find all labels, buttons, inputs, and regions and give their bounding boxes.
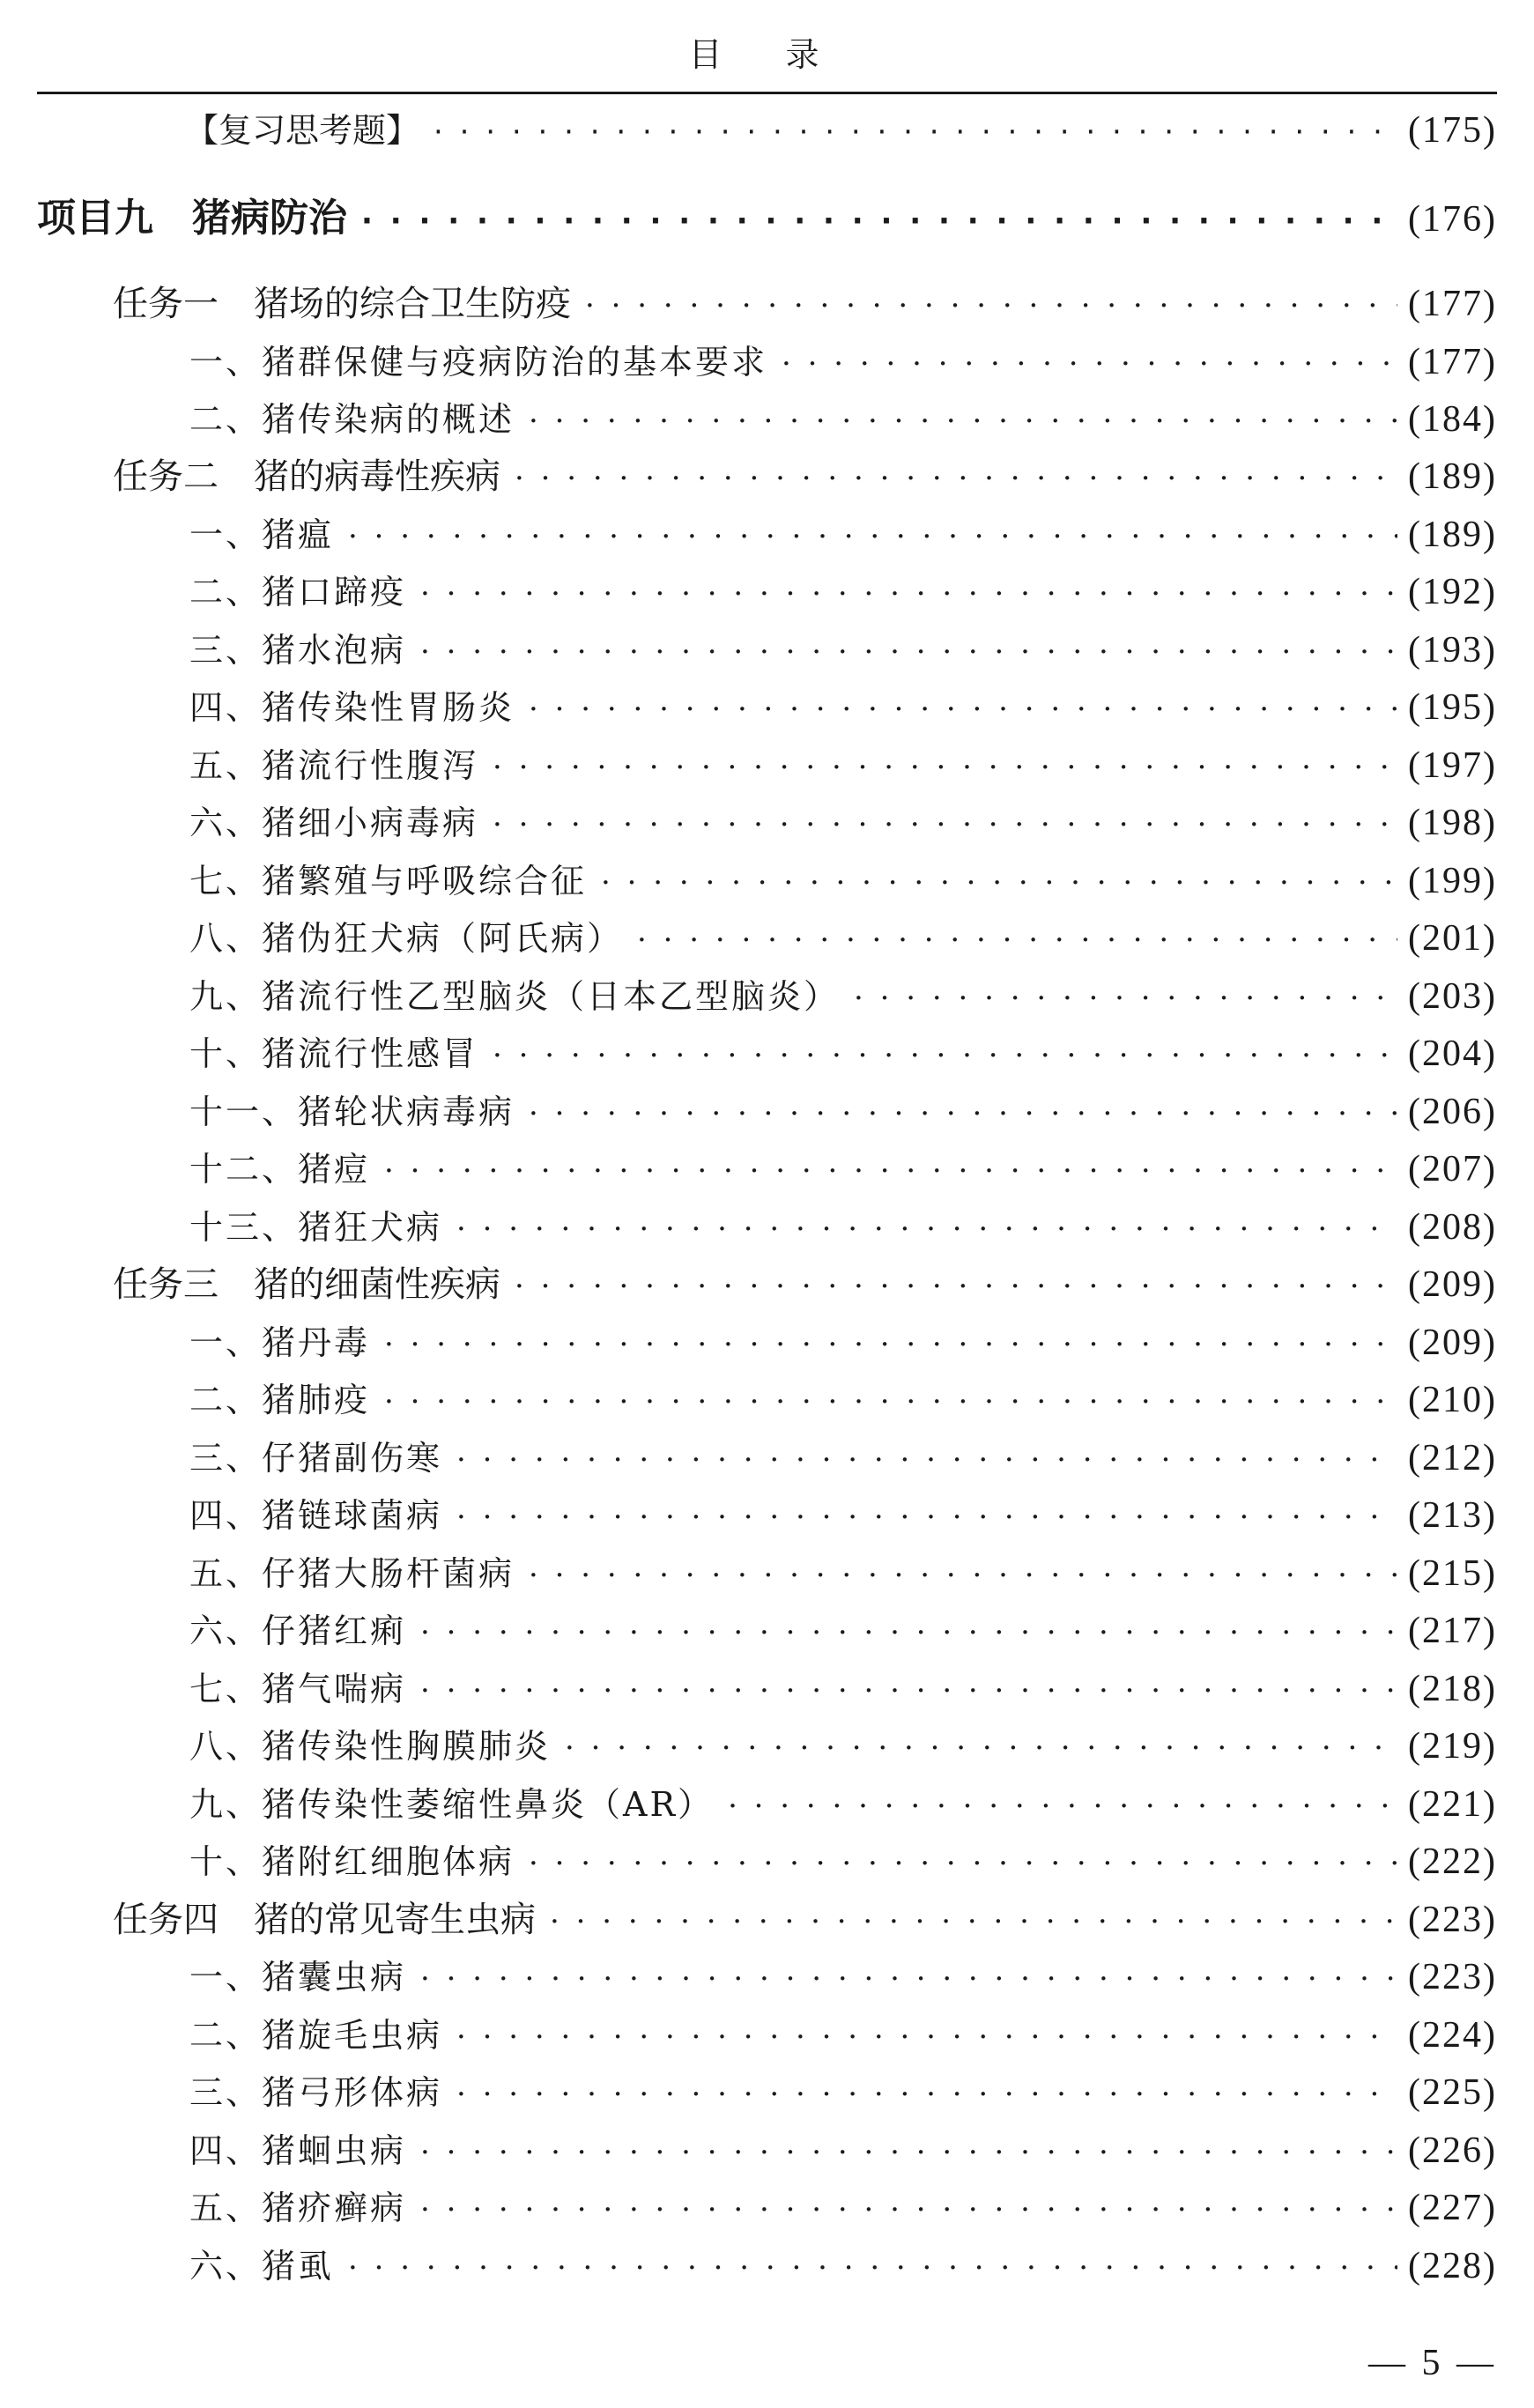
toc-entry-title: 项目九 猪病防治 [37,196,347,241]
toc-entry-page-number: (212) [1408,1438,1497,1478]
toc-entry-item[interactable] [189,2238,1497,2294]
toc-entry-page-number: (209) [1408,1264,1497,1305]
toc-entry-title: 任务三 猪的细菌性疾病 [113,1264,500,1305]
toc-entry-title: 七、猪气喘病 [189,1670,407,1708]
dot-leader [550,1893,1397,1950]
running-header: 目 录 [688,35,846,74]
toc-entry-item[interactable] [189,507,1497,563]
toc-entry-title: 一、猪群保健与疫病防治的基本要求 [189,343,768,382]
dot-leader [384,1374,1397,1430]
dot-leader [493,739,1397,796]
toc-entry-task[interactable] [113,1892,1497,1948]
dot-leader [493,1027,1397,1084]
dot-leader [515,1258,1397,1315]
dot-leader [637,912,1397,968]
toc-entry-page-number: (228) [1408,2246,1497,2286]
toc-entry-item[interactable] [189,1718,1497,1775]
toc-entry-title: 任务二 猪的病毒性疾病 [113,456,500,497]
toc-entry-page-number: (177) [1408,284,1497,324]
toc-entry-title: 十三、猪狂犬病 [189,1208,443,1247]
toc-entry-title: 九、猪流行性乙型脑炎（日本乙型脑炎） [189,977,841,1016]
toc-entry-title: 任务四 猪的常见寄生虫病 [113,1900,536,1940]
toc-entry-review[interactable] [185,102,1497,159]
dot-leader [529,681,1397,737]
toc-entry-item[interactable] [189,2180,1497,2236]
toc-entry-page-number: (223) [1408,1957,1497,1997]
dot-leader [854,970,1397,1026]
dot-leader [529,1085,1397,1142]
toc-entry-item[interactable] [189,391,1497,448]
toc-entry-title: 九、猪传染性萎缩性鼻炎（AR） [189,1785,715,1824]
toc-entry-page-number: (176) [1408,199,1497,240]
toc-entry-task[interactable] [113,276,1497,332]
toc-entry-item[interactable] [189,1315,1497,1371]
toc-entry-page-number: (203) [1408,976,1497,1017]
toc-entry-item[interactable] [189,2064,1497,2121]
dot-leader [493,796,1397,853]
toc-entry-page-number: (199) [1408,861,1497,901]
toc-entry-page-number: (192) [1408,572,1497,612]
toc-entry-item[interactable] [189,1661,1497,1717]
toc-entry-title: 十、猪附红细胞体病 [189,1842,515,1881]
dot-leader [456,2066,1397,2123]
toc-entry-page-number: (221) [1408,1784,1497,1825]
toc-entry-task[interactable] [113,448,1497,505]
toc-entry-title: 七、猪繁殖与呼吸综合征 [189,862,588,900]
toc-entry-title: 十一、猪轮状病毒病 [189,1093,515,1131]
toc-entry-item[interactable] [189,622,1497,678]
toc-entry-page-number: (209) [1408,1323,1497,1363]
toc-entry-title: 三、仔猪副伤寒 [189,1439,443,1478]
toc-entry-title: 五、猪疥癣病 [189,2189,407,2227]
toc-entry-title: 六、猪虱 [189,2247,335,2286]
toc-entry-page-number: (201) [1408,918,1497,959]
toc-entry-title: 六、仔猪红痢 [189,1612,407,1650]
toc-entry-page-number: (208) [1408,1207,1497,1248]
toc-entry-page-number: (184) [1408,399,1497,440]
dot-leader [420,1951,1397,2007]
toc-entry-title: 一、猪瘟 [189,515,335,554]
toc-entry-title: 一、猪囊虫病 [189,1958,407,1997]
toc-entry-item[interactable] [189,1084,1497,1140]
dot-leader [420,2182,1397,2238]
toc-entry-page-number: (217) [1408,1611,1497,1651]
dot-leader [420,624,1397,680]
toc-entry-item[interactable] [189,1199,1497,1256]
dot-leader [728,1778,1397,1834]
toc-entry-item[interactable] [189,1141,1497,1197]
dot-leader [420,2124,1397,2181]
toc-entry-page-number: (189) [1408,456,1497,497]
dot-leader [384,1316,1397,1373]
toc-entry-page-number: (206) [1408,1092,1497,1132]
toc-entry-title: 二、猪肺疫 [189,1381,371,1419]
toc-entry-title: 四、猪蛔虫病 [189,2131,407,2170]
toc-entry-page-number: (177) [1408,342,1497,382]
toc-entry-item[interactable] [189,968,1497,1025]
toc-entry-page-number: (218) [1408,1669,1497,1709]
toc-entry-title: 二、猪口蹄疫 [189,573,407,611]
toc-entry-page-number: (198) [1408,803,1497,843]
dot-leader [420,1663,1397,1719]
toc-entry-page-number: (225) [1408,2072,1497,2113]
toc-entry-title: 【复习思考题】 [185,111,420,150]
dot-leader [515,450,1397,507]
dot-leader [782,336,1397,392]
toc-entry-item[interactable] [189,1487,1497,1544]
toc-entry-page-number: (227) [1408,2188,1497,2228]
toc-entry-page-number: (213) [1408,1495,1497,1536]
dot-leader [565,1720,1397,1776]
dot-leader [361,193,1397,249]
toc-entry-page-number: (222) [1408,1841,1497,1882]
toc-entry-item[interactable] [189,853,1497,909]
toc-entry-page-number: (224) [1408,2015,1497,2056]
toc-entry-page-number: (193) [1408,630,1497,671]
dot-leader [456,1432,1397,1488]
toc-entry-item[interactable] [189,1834,1497,1890]
toc-entry-title: 五、猪流行性腹泻 [189,746,479,785]
toc-entry-item[interactable] [189,1545,1497,1602]
toc-entry-item[interactable] [189,679,1497,736]
dot-leader [456,1489,1397,1545]
toc-entry-item[interactable] [189,795,1497,851]
dot-leader [456,2009,1397,2065]
page-number: — 5 — [1368,2343,1497,2383]
dot-leader [348,508,1397,565]
toc-entry-item[interactable] [189,1026,1497,1082]
toc-entry-item[interactable] [189,2123,1497,2179]
toc-entry-item[interactable] [189,1603,1497,1659]
toc-entry-title: 八、猪传染性胸膜肺炎 [189,1727,552,1766]
toc-entry-item[interactable] [189,564,1497,620]
toc-entry-title: 四、猪链球菌病 [189,1496,443,1535]
toc-entry-title: 八、猪伪狂犬病（阿氏病） [189,919,624,958]
toc-entry-title: 十、猪流行性感冒 [189,1034,479,1073]
toc-entry-title: 二、猪传染病的概述 [189,400,515,439]
dot-leader [456,1201,1397,1257]
toc-entry-item[interactable] [189,1776,1497,1833]
toc-entry-title: 六、猪细小病毒病 [189,804,479,842]
toc-entry-page-number: (189) [1408,515,1497,555]
dot-leader [529,1547,1397,1604]
toc-entry-page-number: (207) [1408,1149,1497,1189]
toc-entry-item[interactable] [189,1372,1497,1428]
dot-leader [529,393,1397,449]
toc-entry-title: 四、猪传染性胃肠炎 [189,688,515,727]
toc-entry-title: 五、仔猪大肠杆菌病 [189,1554,515,1593]
toc-entry-item[interactable] [189,334,1497,390]
toc-entry-project[interactable] [37,190,1497,247]
toc-entry-page-number: (223) [1408,1900,1497,1940]
dot-leader [529,1835,1397,1892]
toc-entry-item[interactable] [189,2007,1497,2063]
toc-entry-page-number: (204) [1408,1034,1497,1074]
toc-entry-page-number: (219) [1408,1726,1497,1767]
toc-entry-page-number: (175) [1408,110,1497,151]
toc-entry-title: 一、猪丹毒 [189,1323,371,1362]
toc-entry-page-number: (195) [1408,687,1497,728]
toc-entry-title: 三、猪弓形体病 [189,2073,443,2112]
toc-entry-item[interactable] [189,1430,1497,1486]
dot-leader [384,1143,1397,1199]
toc-entry-page-number: (210) [1408,1380,1497,1420]
dot-leader [434,104,1397,160]
toc-entry-title: 任务一 猪场的综合卫生防疫 [113,284,571,324]
dot-leader [420,1604,1397,1661]
toc-entry-title: 三、猪水泡病 [189,631,407,670]
toc-entry-item[interactable] [189,737,1497,794]
toc-entry-item[interactable] [189,910,1497,967]
dot-leader [348,2240,1397,2296]
toc-entry-page-number: (215) [1408,1553,1497,1594]
toc-entry-task[interactable] [113,1256,1497,1313]
toc-entry-page-number: (197) [1408,745,1497,786]
toc-entry-item[interactable] [189,1949,1497,2005]
dot-leader [601,855,1397,911]
dot-leader [420,566,1397,622]
toc-entry-title: 十二、猪痘 [189,1150,371,1189]
toc-entry-title: 二、猪旋毛虫病 [189,2016,443,2055]
dot-leader [585,278,1397,334]
toc-entry-page-number: (226) [1408,2130,1497,2171]
